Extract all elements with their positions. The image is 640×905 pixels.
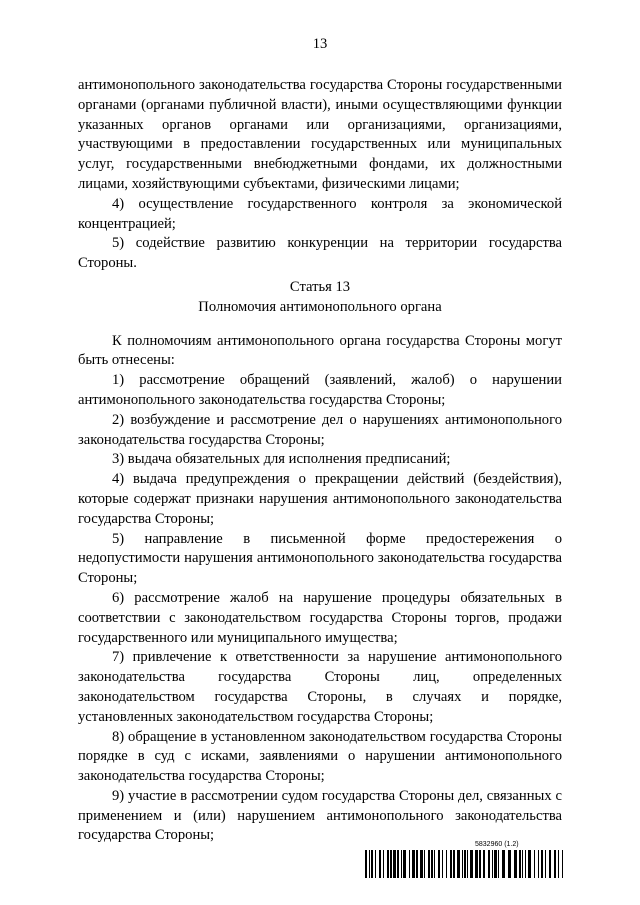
article-item-6: 6) рассмотрение жалоб на нарушение процедуры обязательных в соответствии с законодательством государства Стороны торгов, продажи государственного или муниципального имущества;	[78, 589, 562, 646]
article-item-8: 8) обращение в установленном законодательством государства Стороны порядке в суд с исками, заявлениями о нарушении антимонопольного законодательства государства Стороны;	[78, 728, 562, 785]
article-item-1: 1) рассмотрение обращений (заявлений, жалоб) о нарушении антимонопольного законодательства государства Стороны;	[78, 372, 562, 408]
article-item-9: 9) участие в рассмотрении судом государства Стороны дел, связанных с применением и (или) нарушением антимонопольного законодательства государства Стороны;	[78, 787, 562, 844]
article-item-4: 4) выдача предупреждения о прекращении действий (бездействия), которые содержат признаки нарушения антимонопольного законодательства государства Стороны;	[78, 471, 562, 527]
document-body	[78, 76, 562, 846]
barcode-stripe	[562, 850, 563, 878]
barcode-id: 5832960 (1.2)	[475, 841, 519, 848]
article-title: Полномочия антимонопольного органа	[198, 298, 442, 315]
barcode	[365, 841, 563, 879]
article-number: Статья 13	[289, 278, 351, 295]
paragraph-item-4: 4) осуществление государственного контроля за экономической концентрацией;	[78, 195, 562, 232]
page-number: 13	[312, 36, 328, 52]
article-item-7: 7) привлечение к ответственности за нарушение антимонопольного законодательства государства Стороны лиц, определенных законодательством государства Стороны, в случаях и порядке, установленных законодательством государства Стороны;	[78, 649, 562, 725]
article-item-5: 5) направление в письменной форме предостережения о недопустимости нарушения антимонопольного законодательства государства Стороны;	[78, 530, 562, 587]
barcode-bars	[365, 850, 563, 878]
article-item-2: 2) возбуждение и рассмотрение дел о нарушениях антимонопольного законодательства государства Стороны;	[78, 411, 562, 448]
paragraph-item-5: 5) содействие развитию конкуренции на территории государства Стороны.	[78, 235, 562, 272]
article-item-3: 3) выдача обязательных для исполнения предписаний;	[112, 451, 451, 468]
paragraph-continuation: антимонопольного законодательства государства Стороны государственными органами (органами публичной власти), иными осуществляющими функции указанных органов органами или организациями, организациями, участвующими в предоставлении государственных или муниципальных услуг, государственными внебюджетными фондами, их должностными лицами, хозяйствующими субъектами, физическими лицами;	[78, 77, 562, 192]
article-intro: К полномочиям антимонопольного органа государства Стороны могут быть отнесены:	[78, 332, 562, 369]
